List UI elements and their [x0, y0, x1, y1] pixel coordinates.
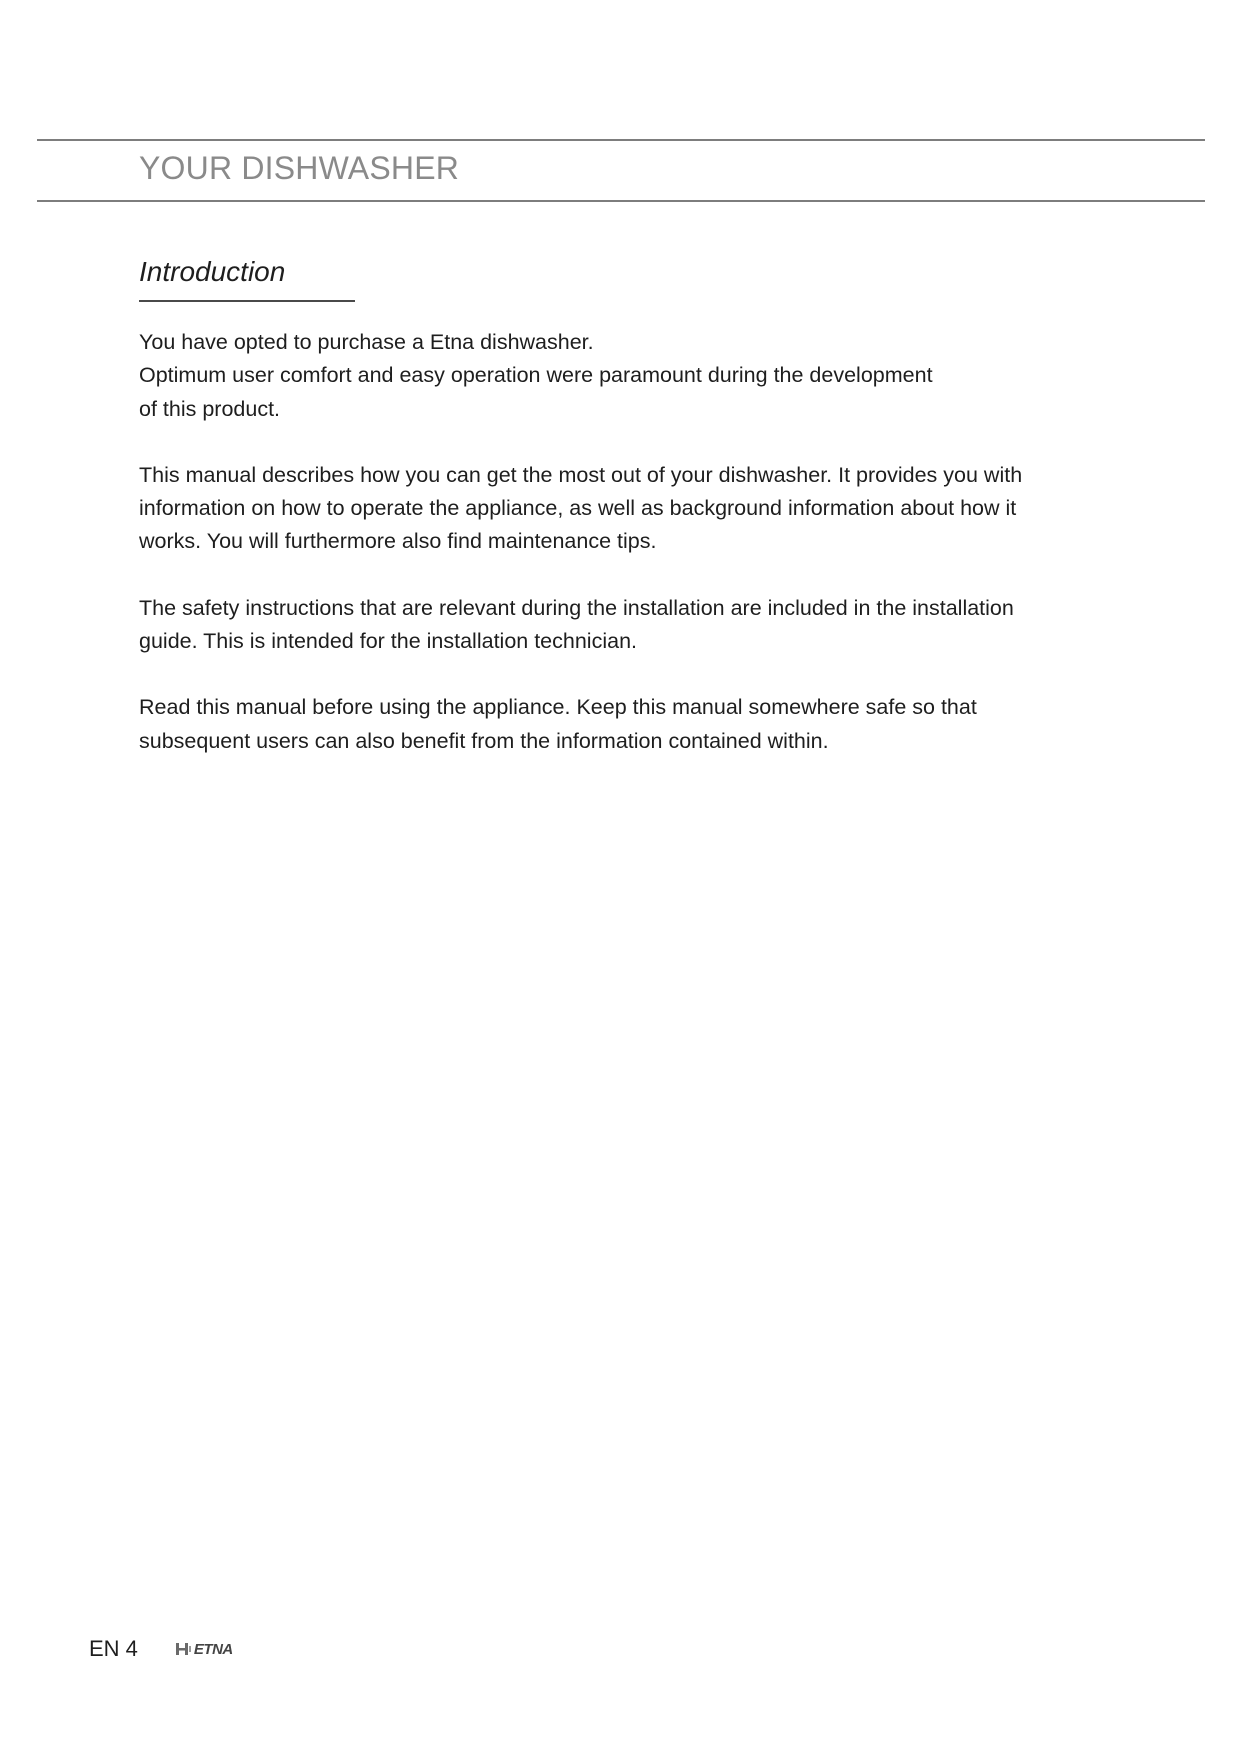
introduction-body [139, 326, 1099, 791]
paragraph-line: works. You will furthermore also find maintenance tips. [139, 529, 657, 554]
paragraph-manual-description [139, 459, 1099, 559]
etna-logo-icon [176, 1642, 192, 1656]
paragraph-line: You have opted to purchase a Etna dishwasher. [139, 330, 594, 354]
paragraph-read-manual [139, 691, 1099, 758]
introduction-heading: Introduction [139, 256, 286, 287]
paragraph-line: information on how to operate the appliance, as well as background information about how it [139, 496, 1017, 521]
header-bottom-rule [37, 200, 1205, 202]
header-top-rule [37, 139, 1205, 141]
paragraph-line: The safety instructions that are relevant during the installation are included in the installation [139, 595, 1014, 620]
page-footer [89, 1634, 233, 1664]
paragraph-line: Optimum user comfort and easy operation were paramount during the development [139, 363, 933, 388]
section-title: YOUR DISHWASHER [139, 150, 460, 186]
paragraph-line: subsequent users can also benefit from the information contained within. [139, 728, 829, 753]
page-number: EN 4 [89, 1636, 138, 1661]
paragraph-line: guide. This is intended for the installation technician. [139, 629, 637, 654]
paragraph-line: of this product. [139, 396, 281, 421]
paragraph-line: Read this manual before using the appliance. Keep this manual somewhere safe so that [139, 695, 977, 720]
paragraph-safety [139, 592, 1099, 659]
paragraph-purchase [139, 326, 1099, 426]
paragraph-line: This manual describes how you can get the most out of your dishwasher. It provides you with [139, 462, 1023, 487]
etna-logo-wordmark: ETNA [193, 1640, 233, 1658]
etna-logo [176, 1641, 233, 1658]
introduction-heading-underline [139, 300, 355, 302]
